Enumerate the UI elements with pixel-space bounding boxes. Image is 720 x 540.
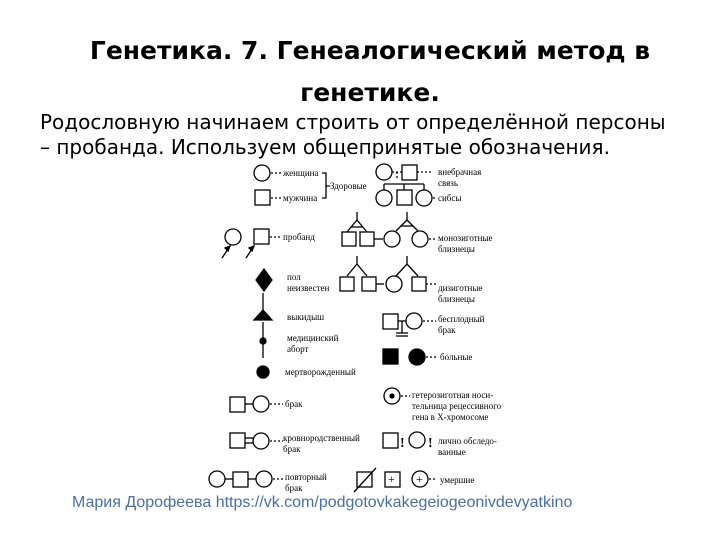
abortion-symbol xyxy=(260,338,266,344)
di-twins-label-1: дизиготные xyxy=(438,283,483,293)
woman-label: женщина xyxy=(283,168,319,178)
childless-marriage-symbol xyxy=(383,313,436,336)
abortion-label-2: аборт xyxy=(287,344,309,354)
examined-label-1: лично обследо- xyxy=(438,436,497,446)
di-twins-label-2: близнецы xyxy=(438,294,475,304)
affected-symbols xyxy=(383,349,438,365)
extramarital-label-2: связь xyxy=(438,178,458,188)
sex-unknown-label-1: пол xyxy=(287,272,301,282)
miscarriage-label: выкидыш xyxy=(287,312,325,322)
miscarriage-symbol xyxy=(254,310,272,320)
monozygotic-twins-symbol xyxy=(342,212,436,247)
mono-twins-label-2: близнецы xyxy=(438,244,475,254)
repeated-marriage-symbol xyxy=(209,471,283,487)
healthy-bracket xyxy=(322,173,330,198)
footer-credit: Мария Дорофеева https://vk.com/podgotovkakegeiogeonivdevyatkino xyxy=(72,494,573,511)
childless-label-1: бесплодный xyxy=(438,314,485,324)
siblings-symbol xyxy=(376,184,437,206)
marriage-symbol xyxy=(230,396,283,412)
intro-line-2: – пробанда. Используем общепринятые обозначения. xyxy=(40,135,610,159)
extramarital-symbol xyxy=(376,164,432,180)
affected-label: больные xyxy=(440,352,473,362)
deceased-symbols xyxy=(354,468,437,492)
deceased-label: умершие xyxy=(440,475,475,485)
mono-twins-label-1: монозиготные xyxy=(438,233,493,243)
proband-label: пробанд xyxy=(283,232,315,242)
consanguineous-label-1: кровнородственный xyxy=(283,433,360,443)
abortion-label-1: медицинский xyxy=(287,333,339,343)
man-label: мужчина xyxy=(283,193,318,203)
consanguineous-label-2: брак xyxy=(283,444,301,454)
carrier-label-3: гена в Х-хромосоме xyxy=(412,412,489,422)
sex-unknown-symbol xyxy=(256,269,272,291)
stillborn-label: мертворожденный xyxy=(285,367,356,377)
consanguineous-marriage-symbol xyxy=(230,433,283,449)
deceased-plus-square: + xyxy=(388,472,395,486)
title-line-2: генетике. xyxy=(300,78,440,107)
extramarital-label-1: внебрачная xyxy=(438,167,482,177)
carrier-symbol xyxy=(384,388,410,404)
stillborn-symbol xyxy=(257,366,269,378)
dizygotic-twins-symbol xyxy=(340,256,436,292)
siblings-label: сибсы xyxy=(438,193,462,203)
examined-label-2: ванные xyxy=(438,447,466,457)
deceased-plus-circle: + xyxy=(416,472,423,486)
woman-symbol xyxy=(254,165,282,181)
intro-line-1: Родословную начинаем строить от определённой персоны xyxy=(40,110,666,134)
man-symbol xyxy=(255,190,282,205)
examined-symbols xyxy=(383,432,433,451)
healthy-label: Здоровые xyxy=(330,181,367,191)
remarriage-label-2: брак xyxy=(285,483,303,493)
remarriage-label-1: повторный xyxy=(285,472,327,482)
proband-symbols xyxy=(222,229,280,258)
sex-unknown-label-2: неизвестен xyxy=(287,283,330,293)
carrier-label-2: тельница рецессивного xyxy=(412,401,502,411)
svg-text:!: ! xyxy=(428,436,433,451)
marriage-label: брак xyxy=(285,399,303,409)
title-line-1: Генетика. 7. Генеалогический метод в xyxy=(89,36,651,65)
childless-label-2: брак xyxy=(438,325,456,335)
carrier-label-1: гетерозиготная носи- xyxy=(412,390,494,400)
svg-text:!: ! xyxy=(400,436,405,451)
